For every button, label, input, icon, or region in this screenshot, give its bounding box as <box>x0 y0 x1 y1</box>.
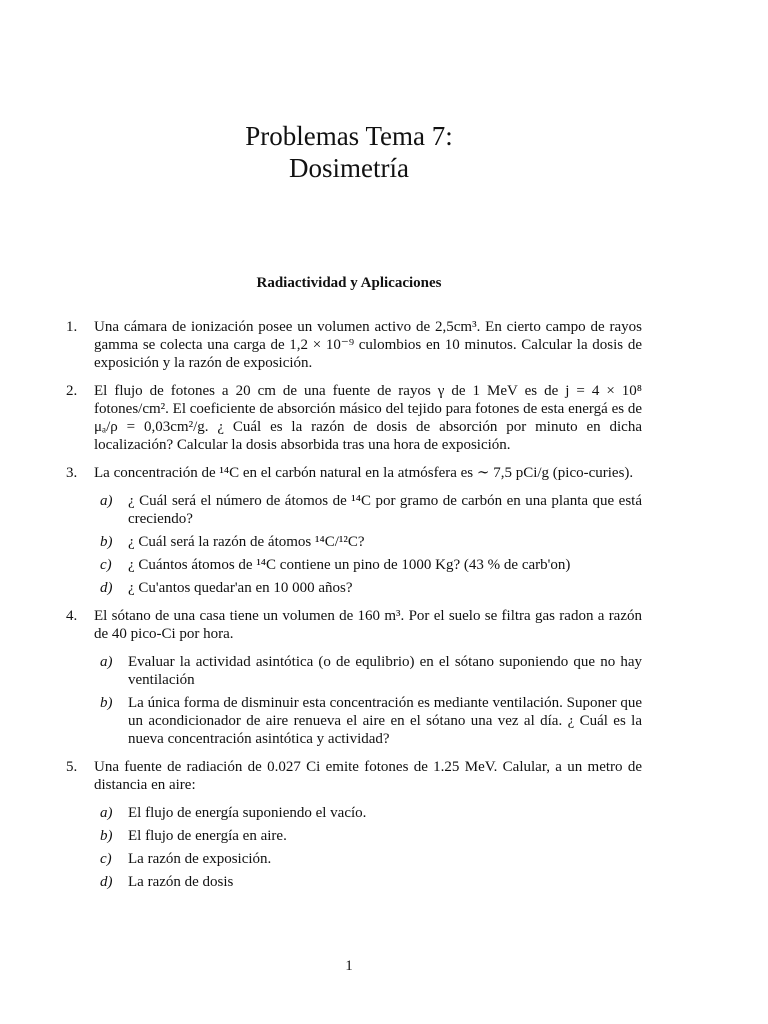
subquestion-text: ¿ Cuál será el número de átomos de ¹⁴C por gramo de carbón en una planta que está creciendo? <box>128 493 642 527</box>
subquestion-text: ¿ Cuál será la razón de átomos ¹⁴C/¹²C? <box>128 534 365 550</box>
title-line-1: Problemas Tema 7: <box>245 121 453 151</box>
problem-number: 2. <box>66 383 78 399</box>
subquestion-item <box>94 579 642 597</box>
problem-number: 1. <box>66 319 78 335</box>
subquestion-letter: a) <box>100 654 113 670</box>
subquestion-item <box>94 556 642 574</box>
subquestion-letter: b) <box>100 828 113 844</box>
problem-list <box>66 318 642 901</box>
problem-number: 3. <box>66 465 78 481</box>
problem-item <box>66 464 642 597</box>
subquestion-item <box>94 873 642 891</box>
problem-item <box>66 382 642 454</box>
subquestion-text: ¿ Cu'antos quedar'an en 10 000 años? <box>128 580 353 596</box>
subquestion-item <box>94 827 642 845</box>
title-line-2: Dosimetría <box>289 153 409 183</box>
subquestion-text: La razón de dosis <box>128 874 234 890</box>
subquestion-text: La única forma de disminuir esta concentración es mediante ventilación. Suponer que un acondicionador de aire renueva el aire en el sótano una vez al día. ¿ Cuál es la nueva concentración asintótica y actividad? <box>128 695 642 747</box>
subquestion-text: El flujo de energía suponiendo el vacío. <box>128 805 367 821</box>
problem-text: Una fuente de radiación de 0.027 Ci emite fotones de 1.25 MeV. Calular, a un metro de distancia en aire: <box>94 759 642 793</box>
page-number: 1 <box>345 958 353 974</box>
subquestion-text: ¿ Cuántos átomos de ¹⁴C contiene un pino de 1000 Kg? (43 % de carb'on) <box>128 557 571 573</box>
page-title <box>0 120 698 184</box>
subquestion-list <box>94 492 642 597</box>
problem-text: El flujo de fotones a 20 cm de una fuente de rayos γ de 1 MeV es de j = 4 × 10⁸ fotones/cm². El coeficiente de absorción másico del tejido para fotones de esta energá es de μₐ/ρ = 0,03cm²/g. ¿ Cuál es la razón de dosis de absorción por minuto en dicha localización? Calcular la dosis absorbida tras una hora de exposición. <box>94 383 642 453</box>
subquestion-letter: b) <box>100 695 113 711</box>
subquestion-text: El flujo de energía en aire. <box>128 828 287 844</box>
problem-text: Una cámara de ionización posee un volumen activo de 2,5cm³. En cierto campo de rayos gamma se colecta una carga de 1,2 × 10⁻⁹ culombios en 10 minutos. Calcular la dosis de exposición y la razón de exposición. <box>94 319 642 371</box>
subquestion-letter: c) <box>100 557 112 573</box>
subquestion-item <box>94 804 642 822</box>
subquestion-text: Evaluar la actividad asintótica (o de equlibrio) en el sótano suponiendo que no hay ventilación <box>128 654 642 688</box>
subquestion-item <box>94 850 642 868</box>
subquestion-letter: d) <box>100 580 113 596</box>
subquestion-letter: a) <box>100 493 113 509</box>
subquestion-item <box>94 653 642 689</box>
problem-item <box>66 318 642 372</box>
subquestion-text: La razón de exposición. <box>128 851 272 867</box>
subquestion-letter: c) <box>100 851 112 867</box>
subquestion-list <box>94 653 642 748</box>
problem-number: 5. <box>66 759 78 775</box>
subquestion-letter: d) <box>100 874 113 890</box>
problem-text: La concentración de ¹⁴C en el carbón natural en la atmósfera es ∼ 7,5 pCi/g (pico-curies). <box>94 465 634 481</box>
subquestion-list <box>94 804 642 891</box>
subquestion-item <box>94 694 642 748</box>
subquestion-item <box>94 492 642 528</box>
problem-item <box>66 758 642 891</box>
subquestion-letter: b) <box>100 534 113 550</box>
problem-number: 4. <box>66 608 78 624</box>
subquestion-item <box>94 533 642 551</box>
section-title: Radiactividad y Aplicaciones <box>256 275 442 291</box>
problem-text: El sótano de una casa tiene un volumen de 160 m³. Por el suelo se filtra gas radon a razón de 40 pico-Ci por hora. <box>94 608 642 642</box>
problem-item <box>66 607 642 748</box>
subquestion-letter: a) <box>100 805 113 821</box>
